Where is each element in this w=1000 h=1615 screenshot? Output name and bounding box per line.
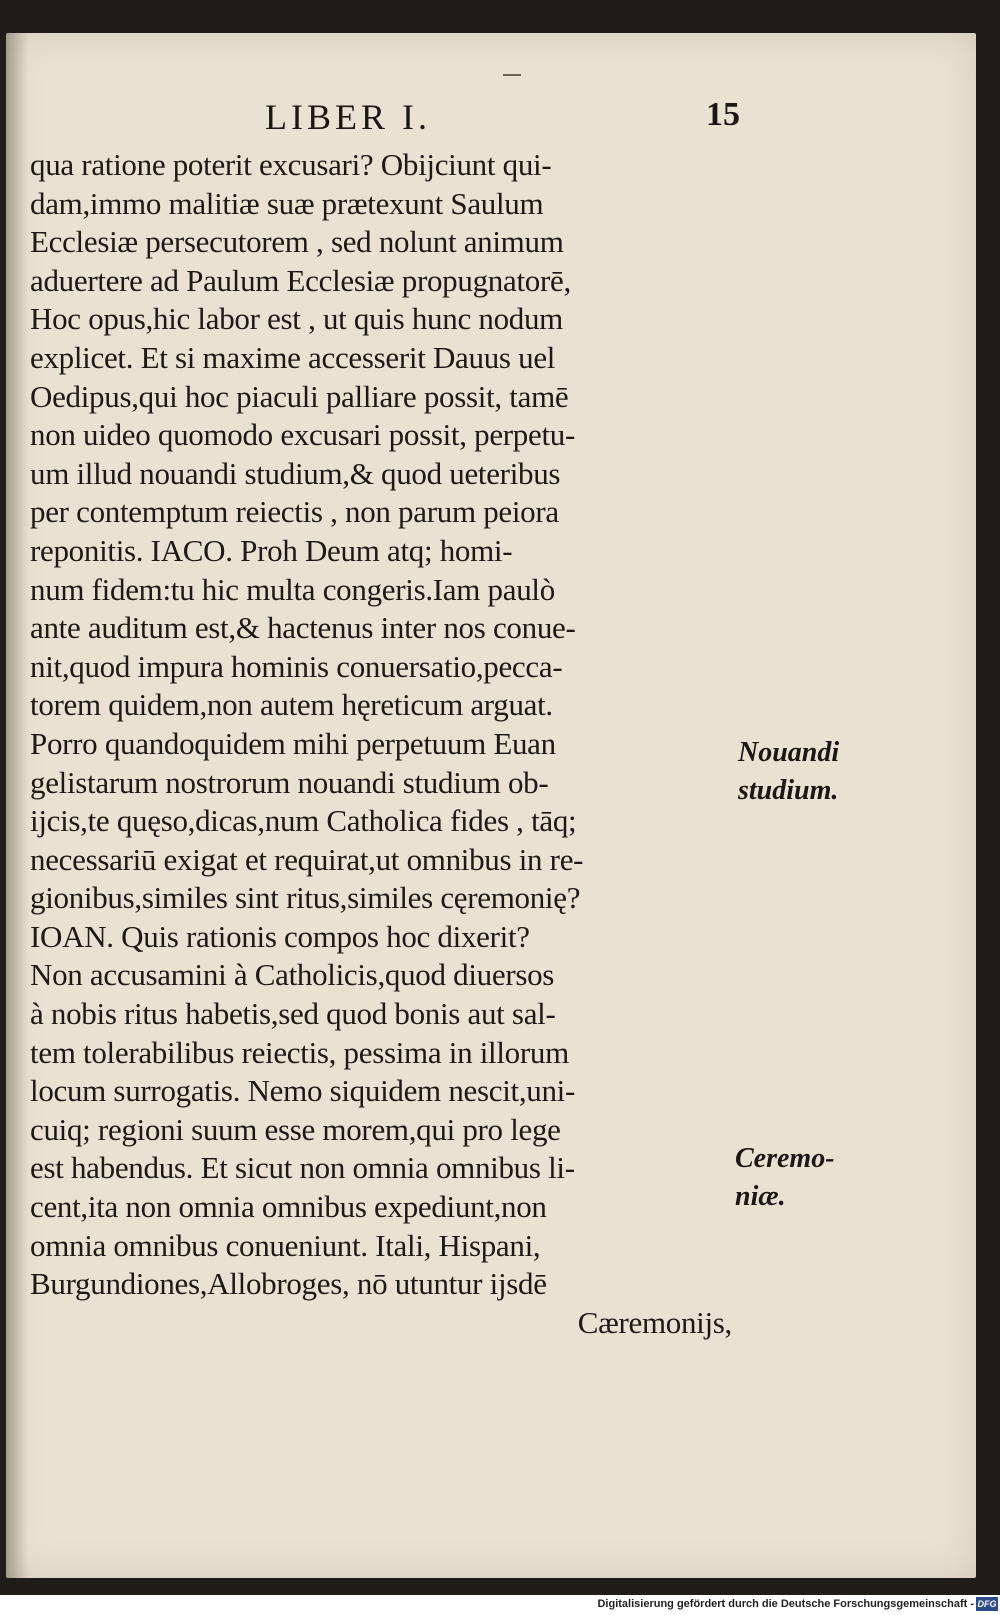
marginal-note-ceremoniae (735, 1140, 835, 1216)
text-line: num fidem:tu hic multa congeris.Iam paulò (30, 571, 555, 607)
text-line: locum surrogatis. Nemo siquidem nescit,uni- (30, 1073, 576, 1109)
text-line: necessariū exigat et requirat,ut omnibus in re- (30, 841, 584, 877)
text-line: Porro quandoquidem mihi perpetuum Euan (30, 725, 556, 761)
running-head-title: LIBER I. (265, 97, 431, 137)
text-line: torem quidem,non autem hęreticum arguat. (30, 687, 553, 723)
text-line: est habendus. Et sicut non omnia omnibus li- (30, 1150, 575, 1186)
text-line: Oedipus,qui hoc piaculi palliare possit, tamē (30, 378, 569, 414)
text-line: Burgundiones,Allobroges, nō utuntur ijsdē (30, 1266, 547, 1302)
ornament-dash (503, 74, 521, 76)
text-line: cent,ita non omnia omnibus expediunt,non (30, 1189, 547, 1225)
text-line: non uideo quomodo excusari possit, perpetu- (30, 417, 575, 453)
marginal-note-nouandi (738, 734, 839, 810)
dfg-logo-icon: DFG (977, 1599, 997, 1609)
text-line: omnia omnibus conueniunt. Itali, Hispani, (30, 1227, 541, 1263)
text-line: reponitis. IACO. Proh Deum atq; homi- (30, 532, 513, 568)
text-line: IOAN. Quis rationis compos hoc dixerit? (30, 918, 530, 954)
text-line: aduertere ad Paulum Ecclesiæ propugnatorē, (30, 262, 571, 298)
page-number: 15 (706, 96, 740, 133)
gutter-shadow (6, 33, 28, 1578)
running-head (40, 96, 740, 146)
text-line: cuiq; regioni suum esse morem,qui pro lege (30, 1111, 561, 1147)
text-line: gelistarum nostrorum nouandi studium ob- (30, 764, 549, 800)
text-line: Hoc opus,hic labor est , ut quis hunc nodum (30, 301, 563, 337)
marginal-note-line: Nouandi (738, 737, 840, 768)
text-line: nit,quod impura hominis conuersatio,pecca- (30, 648, 563, 684)
footer-credit: Digitalisierung gefördert durch die Deutsche Forschungsgemeinschaft - (597, 1598, 974, 1610)
main-text (30, 146, 740, 1342)
digitization-footer (0, 1595, 1000, 1615)
marginal-note-line: niæ. (735, 1181, 786, 1212)
catchword: Cæremonijs, (577, 1304, 732, 1340)
text-line: gionibus,similes sint ritus,similes cęremonię? (30, 880, 581, 916)
text-line: ijcis,te quęso,dicas,num Catholica fides , tāq; (30, 803, 577, 839)
text-line: qua ratione poterit excusari? Obijciunt qui- (30, 147, 552, 182)
marginal-note-line: studium. (738, 775, 839, 806)
text-line: tem tolerabilibus reiectis, pessima in illorum (30, 1034, 569, 1070)
text-line: dam,immo malitiæ suæ prætexunt Saulum (30, 185, 544, 221)
text-line: Ecclesiæ persecutorem , sed nolunt animum (30, 224, 564, 260)
text-line: ante auditum est,& hactenus inter nos conue- (30, 610, 576, 646)
text-line: Non accusamini à Catholicis,quod diuersos (30, 957, 555, 993)
text-line: per contemptum reiectis , non parum peiora (30, 494, 559, 530)
text-line: um illud nouandi studium,& quod ueteribus (30, 455, 561, 491)
text-line: à nobis ritus habetis,sed quod bonis aut sal- (30, 996, 556, 1032)
marginal-note-line: Ceremo- (735, 1143, 835, 1174)
text-line: explicet. Et si maxime accesserit Dauus uel (30, 339, 556, 375)
